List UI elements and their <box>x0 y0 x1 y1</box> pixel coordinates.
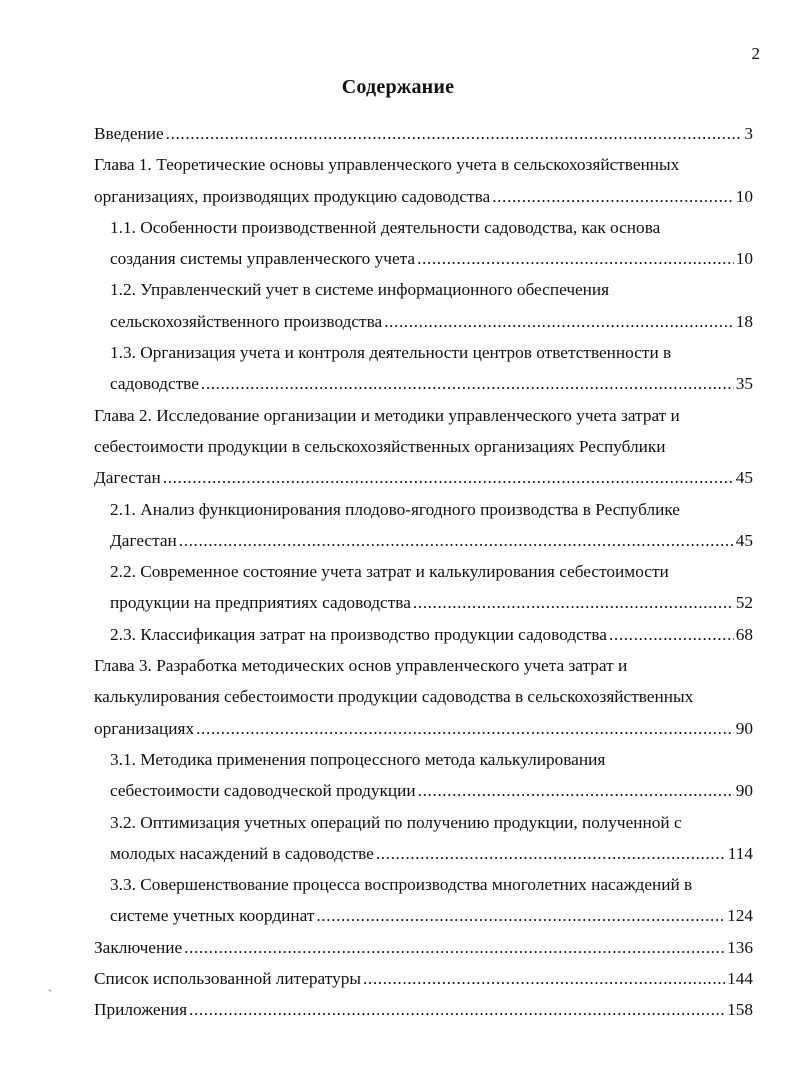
dot-leader <box>189 994 725 1025</box>
dot-leader <box>166 118 743 149</box>
toc-entry-title: создания системы управленческого учета <box>110 249 416 269</box>
toc-entry-last-line <box>110 587 753 618</box>
toc-entry-line: 1.2. Управленческий учет в системе информационного обеспечения <box>110 280 610 300</box>
toc-entry <box>110 556 753 619</box>
dot-leader <box>376 838 726 869</box>
toc-entry-line: Глава 1. Теоретические основы управленческого учета в сельскохозяйственных <box>94 155 680 175</box>
toc-entry-last-line <box>94 963 753 994</box>
dot-leader <box>417 243 734 274</box>
toc-entry-last-line <box>94 932 753 963</box>
toc-entry-page: 18 <box>735 311 753 331</box>
toc-entry-last-line <box>110 243 753 274</box>
dot-leader <box>163 462 734 493</box>
toc-entry-title: себестоимости садоводческой продукции <box>110 781 416 801</box>
dot-leader <box>384 306 734 337</box>
toc-entry-last-line <box>110 900 753 931</box>
toc-entry-page: 45 <box>735 468 753 488</box>
toc-entry <box>94 932 753 963</box>
toc-entry-title: Список использованной литературы <box>94 969 361 989</box>
toc-entry-page: 10 <box>735 249 753 269</box>
toc-entry-title: продукции на предприятиях садоводства <box>110 593 411 613</box>
dot-leader <box>316 900 725 931</box>
toc-entry <box>94 118 753 149</box>
toc-entry <box>110 744 753 807</box>
toc-entry <box>94 963 753 994</box>
dot-leader <box>179 525 734 556</box>
toc-title: Содержание <box>341 76 455 98</box>
toc-entry-title: сельскохозяйственного производства <box>110 311 383 331</box>
toc-entry-last-line <box>110 619 753 650</box>
toc-entry <box>110 274 753 337</box>
toc-entry-page: 90 <box>735 718 753 738</box>
toc-entry-last-line <box>110 368 753 399</box>
toc-entry-last-line <box>110 525 753 556</box>
toc-entry-page: 124 <box>727 906 753 926</box>
toc-entry-page: 144 <box>727 969 753 989</box>
dot-leader <box>196 713 734 744</box>
toc-entry <box>94 994 753 1025</box>
toc-entry-title: Заключение <box>94 937 183 957</box>
toc-entry-last-line <box>94 713 753 744</box>
toc-entry-line: себестоимости продукции в сельскохозяйственных организациях Республики <box>94 436 666 456</box>
toc-entry-page: 3 <box>744 124 753 143</box>
toc-entry-line: 3.3. Совершенствование процесса воспроизводства многолетних насаждений в <box>110 875 693 895</box>
toc-entry-last-line <box>94 118 753 149</box>
toc-entry-line: 2.2. Современное состояние учета затрат и калькулирования себестоимости <box>110 562 669 582</box>
toc-entry-last-line <box>94 462 753 493</box>
dot-leader <box>413 587 734 618</box>
toc-entry-line: 1.3. Организация учета и контроля деятельности центров ответственности в <box>110 343 672 363</box>
toc-entry-title: Дагестан <box>94 468 161 488</box>
toc-entry-title: Дагестан <box>110 530 177 550</box>
toc-entry-page: 10 <box>735 186 753 206</box>
toc-entry-line: 1.1. Особенности производственной деятельности садоводства, как основа <box>110 217 661 237</box>
toc-entry-title: молодых насаждений в садоводстве <box>110 843 374 863</box>
toc-entry-last-line <box>94 181 753 212</box>
toc-entry-page: 45 <box>735 530 753 550</box>
toc-entry <box>110 212 753 275</box>
toc-entry-title: системе учетных координат <box>110 906 315 926</box>
page-number: 2 <box>751 44 760 63</box>
toc-entry <box>110 619 753 650</box>
toc-entry-title: Приложения <box>94 1000 188 1020</box>
toc-entry-line: 3.1. Методика применения попроцессного метода калькулирования <box>110 749 606 769</box>
toc-entry-line: калькулирования себестоимости продукции садоводства в сельскохозяйственных <box>94 687 694 707</box>
toc-entry-last-line <box>110 775 753 806</box>
toc-entry-last-line <box>110 838 753 869</box>
toc-entry-line: Глава 2. Исследование организации и методики управленческого учета затрат и <box>94 405 680 425</box>
toc-entry-line: 2.1. Анализ функционирования плодово-ягодного производства в Республике <box>110 499 680 519</box>
dot-leader <box>609 619 734 650</box>
toc-entry-title: Введение <box>94 124 164 143</box>
dot-leader <box>363 963 725 994</box>
toc-entry-page: 90 <box>735 781 753 801</box>
dot-leader <box>418 775 734 806</box>
toc-entry-page: 68 <box>735 624 753 644</box>
toc-entry <box>94 149 753 212</box>
toc-entry-title: организациях <box>94 718 195 738</box>
toc-entry-line: Глава 3. Разработка методических основ управленческого учета затрат и <box>94 656 628 676</box>
toc-entry <box>94 650 753 744</box>
table-of-contents <box>0 118 796 1026</box>
toc-entry-page: 136 <box>727 937 753 957</box>
toc-entry-last-line <box>94 994 753 1025</box>
dot-leader <box>201 368 734 399</box>
dot-leader <box>184 932 725 963</box>
toc-entry-last-line <box>110 306 753 337</box>
dot-leader <box>492 181 734 212</box>
toc-entry-page: 158 <box>727 1000 753 1020</box>
toc-entry-page: 35 <box>735 374 753 394</box>
toc-entry <box>110 807 753 870</box>
toc-entry-title: 2.3. Классификация затрат на производство продукции садоводства <box>110 624 607 644</box>
toc-entry-title: садоводстве <box>110 374 199 394</box>
toc-entry-title: организациях, производящих продукцию садоводства <box>94 186 491 206</box>
toc-entry-line: 3.2. Оптимизация учетных операций по получению продукции, полученной с <box>110 812 682 832</box>
toc-entry <box>110 337 753 400</box>
toc-entry <box>94 400 753 494</box>
toc-entry-page: 52 <box>735 593 753 613</box>
toc-entry <box>110 494 753 557</box>
stray-mark: ˏ <box>48 978 52 992</box>
toc-entry <box>110 869 753 932</box>
toc-entry-page: 114 <box>727 843 753 863</box>
